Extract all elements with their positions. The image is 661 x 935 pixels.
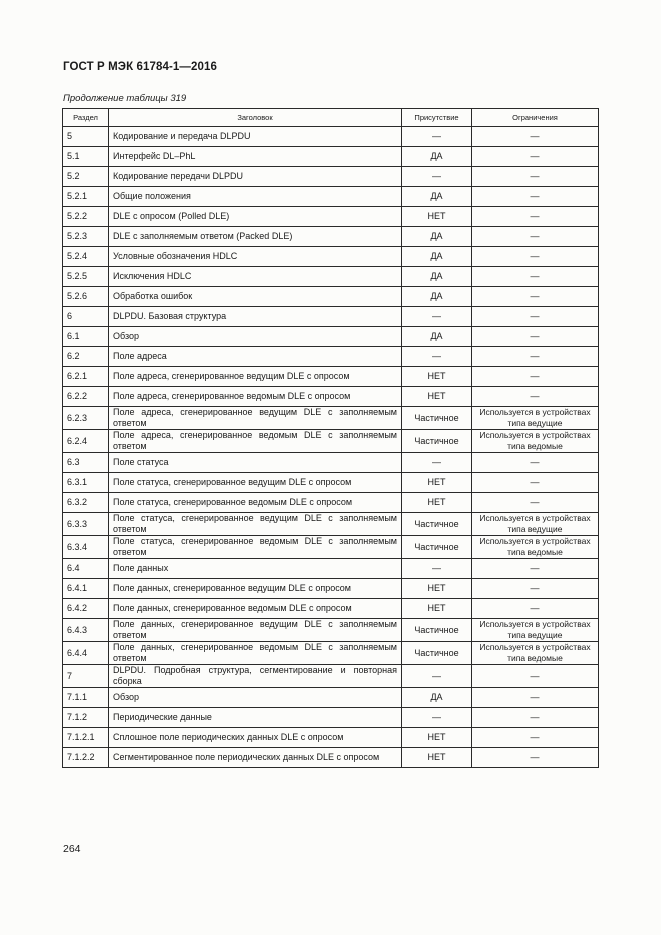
row-presence: —	[402, 708, 472, 728]
table-row	[63, 247, 599, 267]
table-row	[63, 665, 599, 688]
row-presence: —	[402, 347, 472, 367]
row-presence: Частичное	[402, 536, 472, 559]
table-row	[63, 187, 599, 207]
row-title: Поле данных, сгенерированное ведущим DLE с заполняемым ответом	[109, 619, 402, 642]
row-presence: ДА	[402, 227, 472, 247]
row-title: Обзор	[109, 688, 402, 708]
row-limits: —	[472, 167, 599, 187]
table-row	[63, 536, 599, 559]
row-limits: —	[472, 599, 599, 619]
row-section: 6.3.1	[63, 473, 109, 493]
row-limits: —	[472, 127, 599, 147]
row-limits: Используется в устройствах типа ведущие	[472, 513, 599, 536]
row-limits: Используется в устройствах типа ведомые	[472, 430, 599, 453]
table-row	[63, 559, 599, 579]
table-row	[63, 387, 599, 407]
row-limits: —	[472, 579, 599, 599]
row-limits: —	[472, 748, 599, 768]
table-row	[63, 327, 599, 347]
table-row	[63, 473, 599, 493]
row-section: 6.2.3	[63, 407, 109, 430]
row-section: 5.2.6	[63, 287, 109, 307]
row-section: 7	[63, 665, 109, 688]
row-limits: —	[472, 559, 599, 579]
row-section: 6.2.2	[63, 387, 109, 407]
row-limits: —	[472, 665, 599, 688]
table-row	[63, 493, 599, 513]
row-title: Поле статуса, сгенерированное ведомым DLE с заполняемым ответом	[109, 536, 402, 559]
row-presence: НЕТ	[402, 728, 472, 748]
row-section: 6	[63, 307, 109, 327]
row-section: 7.1.2.2	[63, 748, 109, 768]
row-limits: —	[472, 287, 599, 307]
row-section: 6.2.4	[63, 430, 109, 453]
row-presence: —	[402, 559, 472, 579]
document-header: ГОСТ Р МЭК 61784-1—2016	[63, 61, 217, 73]
row-title: Интерфейс DL–PhL	[109, 147, 402, 167]
row-section: 6.1	[63, 327, 109, 347]
row-title: Условные обозначения HDLC	[109, 247, 402, 267]
table-row	[63, 227, 599, 247]
row-section: 6.2	[63, 347, 109, 367]
column-header-title: Заголовок	[109, 109, 402, 127]
row-limits: —	[472, 453, 599, 473]
row-section: 7.1.2.1	[63, 728, 109, 748]
row-limits: —	[472, 307, 599, 327]
row-section: 6.4.3	[63, 619, 109, 642]
row-limits: —	[472, 147, 599, 167]
table-row	[63, 599, 599, 619]
row-presence: —	[402, 453, 472, 473]
row-title: Поле статуса, сгенерированное ведущим DLE с опросом	[109, 473, 402, 493]
table-caption: Продолжение таблицы 319	[63, 93, 187, 104]
row-title: DLE с заполняемым ответом (Packed DLE)	[109, 227, 402, 247]
row-limits: —	[472, 207, 599, 227]
row-limits: Используется в устройствах типа ведомые	[472, 642, 599, 665]
row-section: 7.1.1	[63, 688, 109, 708]
row-presence: Частичное	[402, 642, 472, 665]
row-title: Поле адреса	[109, 347, 402, 367]
row-presence: ДА	[402, 147, 472, 167]
table-row	[63, 453, 599, 473]
row-presence: —	[402, 307, 472, 327]
row-title: Периодические данные	[109, 708, 402, 728]
table-row	[63, 307, 599, 327]
table-row	[63, 579, 599, 599]
row-presence: Частичное	[402, 513, 472, 536]
row-title: Кодирование и передача DLPDU	[109, 127, 402, 147]
table-row	[63, 267, 599, 287]
table-row	[63, 367, 599, 387]
row-title: Поле данных, сгенерированное ведомым DLE с опросом	[109, 599, 402, 619]
row-presence: НЕТ	[402, 387, 472, 407]
row-title: Поле данных, сгенерированное ведомым DLE с заполняемым ответом	[109, 642, 402, 665]
row-limits: —	[472, 327, 599, 347]
table-row	[63, 708, 599, 728]
row-title: DLPDU. Базовая структура	[109, 307, 402, 327]
row-presence: НЕТ	[402, 493, 472, 513]
row-title: Общие положения	[109, 187, 402, 207]
row-limits: —	[472, 473, 599, 493]
table-row	[63, 147, 599, 167]
row-section: 5.2.4	[63, 247, 109, 267]
row-limits: —	[472, 367, 599, 387]
row-title: Сплошное поле периодических данных DLE с опросом	[109, 728, 402, 748]
row-presence: ДА	[402, 247, 472, 267]
table-row	[63, 407, 599, 430]
row-limits: —	[472, 347, 599, 367]
row-section: 5.2.3	[63, 227, 109, 247]
row-presence: Частичное	[402, 430, 472, 453]
row-title: Поле адреса, сгенерированное ведущим DLE с заполняемым ответом	[109, 407, 402, 430]
row-title: Поле данных, сгенерированное ведущим DLE с опросом	[109, 579, 402, 599]
row-section: 5	[63, 127, 109, 147]
row-title: Поле статуса	[109, 453, 402, 473]
row-title: Поле данных	[109, 559, 402, 579]
row-limits: —	[472, 267, 599, 287]
row-section: 6.4	[63, 559, 109, 579]
row-presence: ДА	[402, 327, 472, 347]
row-title: Сегментированное поле периодических данных DLE с опросом	[109, 748, 402, 768]
column-header-presence: Присутствие	[402, 109, 472, 127]
row-section: 5.1	[63, 147, 109, 167]
row-presence: —	[402, 167, 472, 187]
row-presence: ДА	[402, 187, 472, 207]
table-row	[63, 513, 599, 536]
column-header-section: Раздел	[63, 109, 109, 127]
row-limits: —	[472, 708, 599, 728]
row-section: 5.2.1	[63, 187, 109, 207]
row-title: Исключения HDLC	[109, 267, 402, 287]
row-presence: НЕТ	[402, 599, 472, 619]
row-section: 6.3.2	[63, 493, 109, 513]
row-title: Поле адреса, сгенерированное ведущим DLE с опросом	[109, 367, 402, 387]
row-limits: Используется в устройствах типа ведущие	[472, 619, 599, 642]
row-title: Обработка ошибок	[109, 287, 402, 307]
table-row	[63, 642, 599, 665]
row-presence: НЕТ	[402, 579, 472, 599]
row-presence: Частичное	[402, 619, 472, 642]
row-limits: —	[472, 493, 599, 513]
row-presence: НЕТ	[402, 207, 472, 227]
table-row	[63, 688, 599, 708]
table-row	[63, 207, 599, 227]
row-limits: Используется в устройствах типа ведущие	[472, 407, 599, 430]
row-limits: —	[472, 688, 599, 708]
row-presence: ДА	[402, 267, 472, 287]
row-title: Поле адреса, сгенерированное ведомым DLE с опросом	[109, 387, 402, 407]
row-limits: —	[472, 387, 599, 407]
table-header-row	[63, 109, 599, 127]
requirements-table	[62, 108, 599, 768]
page-number: 264	[63, 843, 81, 855]
row-presence: Частичное	[402, 407, 472, 430]
row-limits: —	[472, 227, 599, 247]
table-row	[63, 127, 599, 147]
row-presence: ДА	[402, 287, 472, 307]
row-section: 5.2.5	[63, 267, 109, 287]
row-section: 6.3.4	[63, 536, 109, 559]
table-row	[63, 748, 599, 768]
row-section: 6.4.1	[63, 579, 109, 599]
row-presence: НЕТ	[402, 473, 472, 493]
row-limits: —	[472, 247, 599, 267]
row-section: 6.2.1	[63, 367, 109, 387]
row-section: 5.2	[63, 167, 109, 187]
table-row	[63, 347, 599, 367]
row-section: 6.3	[63, 453, 109, 473]
row-presence: —	[402, 665, 472, 688]
row-presence: НЕТ	[402, 748, 472, 768]
table-row	[63, 728, 599, 748]
table-row	[63, 430, 599, 453]
row-section: 5.2.2	[63, 207, 109, 227]
table-row	[63, 287, 599, 307]
row-title: DLE с опросом (Polled DLE)	[109, 207, 402, 227]
row-section: 6.4.2	[63, 599, 109, 619]
row-title: Обзор	[109, 327, 402, 347]
row-presence: ДА	[402, 688, 472, 708]
row-presence: НЕТ	[402, 367, 472, 387]
row-section: 6.4.4	[63, 642, 109, 665]
column-header-limits: Ограничения	[472, 109, 599, 127]
row-presence: —	[402, 127, 472, 147]
row-limits: —	[472, 728, 599, 748]
table-row	[63, 167, 599, 187]
row-title: Поле статуса, сгенерированное ведомым DLE с опросом	[109, 493, 402, 513]
row-title: DLPDU. Подробная структура, сегментирование и повторная сборка	[109, 665, 402, 688]
row-limits: —	[472, 187, 599, 207]
row-section: 6.3.3	[63, 513, 109, 536]
row-title: Поле статуса, сгенерированное ведущим DLE с заполняемым ответом	[109, 513, 402, 536]
row-section: 7.1.2	[63, 708, 109, 728]
row-title: Поле адреса, сгенерированное ведомым DLE с заполняемым ответом	[109, 430, 402, 453]
table-row	[63, 619, 599, 642]
row-title: Кодирование передачи DLPDU	[109, 167, 402, 187]
row-limits: Используется в устройствах типа ведомые	[472, 536, 599, 559]
